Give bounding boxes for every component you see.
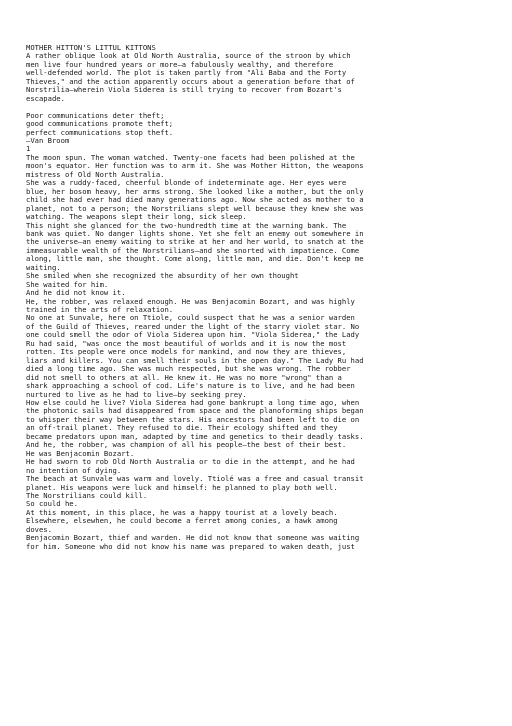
body-line: along, little man, she thought. Come along, little man, and die. Don't keep me — [26, 254, 364, 264]
body-line: No one at Sunvale, here on Ttiole, could suspect that he was a senior warden — [26, 313, 355, 323]
body-line: the universe—an enemy waiting to strike at her and her world, to snatch at the — [26, 237, 364, 247]
body-line: Benjacomin Bozart, thief and warden. He did not know that someone was waiting — [26, 533, 360, 543]
chapter-number: 1 — [26, 144, 31, 154]
body-line: immeasurable wealth of the Norstrilians—and she snorted with impatience. Come — [26, 245, 360, 255]
body-line: She was a ruddy-faced, cheerful blonde of indeterminate age. Her eyes were — [26, 178, 347, 188]
body-line: bank was quiet. No danger lights shone. Yet she felt an enemy out somewhere in — [26, 228, 364, 238]
body-line: to whisper their way between the stars. His ancestors had been left to die on — [26, 414, 360, 424]
body-line: This night she glanced for the two-hundredth time at the warning bank. The — [26, 220, 347, 230]
body-line: blue, her bosom heavy, her arms strong. She looked like a mother, but the only — [26, 186, 364, 196]
body-line: He was Benjacomin Bozart. — [26, 448, 135, 458]
body-line: liars and killers. You can smell their souls in the open day." The Lady Ru had — [26, 355, 364, 365]
body-line: no intention of dying. — [26, 465, 122, 475]
intro-line: A rather oblique look at Old North Australia, source of the stroon by which — [26, 51, 351, 61]
epigraph-line: perfect communications stop theft. — [26, 127, 174, 137]
body-line: waiting. — [26, 262, 61, 272]
body-line: trained in the arts of relaxation. — [26, 305, 174, 315]
body-line: She waited for him. — [26, 279, 109, 289]
intro-line: escapade. — [26, 93, 65, 103]
body-line: watching. The weapons slept their long, sick sleep. — [26, 212, 247, 222]
body-line: doves. — [26, 524, 52, 534]
intro-line: well-defended world. The plot is taken partly from "Ali Baba and the Forty — [26, 68, 347, 78]
body-line: child she had ever had died many generations ago. Now she acted as mother to a — [26, 195, 364, 205]
epigraph-line: good communications promote theft; — [26, 119, 174, 129]
body-line: died a long time ago. She was much respected, but she was wrong. The robber — [26, 364, 351, 374]
body-line: He had sworn to rob Old North Australia or to die in the attempt, and he had — [26, 457, 355, 467]
body-line: So could he. — [26, 499, 78, 509]
body-line: planet. His weapons were luck and himself: he planned to play both well. — [26, 482, 338, 492]
epigraph — [26, 112, 502, 146]
intro-paragraph — [26, 52, 502, 103]
intro-line: men live four hundred years or more—a fabulously wealthy, and therefore — [26, 59, 334, 69]
body-line: The moon spun. The woman watched. Twenty-one facets had been polished at the — [26, 152, 355, 162]
body-line: The Norstrilians could kill. — [26, 491, 148, 500]
intro-line: Norstrilia—wherein Viola Siderea is still trying to recover from Bozart's — [26, 85, 342, 95]
story-title: MOTHER HITTON'S LITTUL KITTONS — [26, 43, 156, 52]
body-line: Ru had said, "was once the most beautiful of worlds and it is now the most — [26, 338, 347, 348]
body-line: planet, not to a person; the Norstrilians slept well because they knew she was — [26, 203, 364, 213]
body-line: of the Guild of Thieves, reared under the light of the starry violet star. No — [26, 321, 360, 331]
body-line: nurtured to live as he had to live—by seeking prey. — [26, 389, 247, 399]
body-line: moon's equator. Her function was to arm it. She was Mother Hitton, the weapons — [26, 161, 364, 171]
body-line: one could smell the odor of Viola Siderea upon him. "Viola Siderea," the Lady — [26, 330, 360, 340]
body-line: shark approaching a school of cod. Life's nature is to live, and he had been — [26, 381, 355, 391]
body-line: The beach at Sunvale was warm and lovely. Ttiolé was a free and casual transit — [26, 474, 364, 484]
intro-line: Thieves," and the action apparently occurs about a generation before that of — [26, 76, 355, 86]
body-line: And he did not know it. — [26, 288, 126, 298]
body-line: She smiled when she recognized the absurdity of her own thought — [26, 271, 299, 281]
body-line: an off-trail planet. They refused to die. Their ecology shifted and they — [26, 423, 338, 433]
body-line: At this moment, in this place, he was a happy tourist at a lovely beach. — [26, 507, 338, 517]
body-line: became predators upon man, adapted by time and genetics to their deadly tasks. — [26, 431, 364, 441]
body-line: for him. Someone who did not know his name was prepared to waken death, just — [26, 541, 355, 551]
story-body — [26, 154, 502, 551]
body-line: did not smell to others at all. He knew it. He was no more "wrong" than a — [26, 372, 342, 382]
epigraph-line: Poor communications deter theft; — [26, 110, 165, 120]
body-line: Elsewhere, elsewhen, he could become a ferret among conies, a hawk among — [26, 516, 338, 526]
body-line: mistress of Old North Australia. — [26, 169, 165, 179]
body-line: the photonic sails had disappeared from space and the planoforming ships began — [26, 406, 364, 416]
body-line: rotten. Its people were once models for mankind, and now they are thieves, — [26, 347, 347, 357]
body-line: How else could he live? Viola Siderea had gone bankrupt a long time ago, when — [26, 398, 360, 408]
body-line: And he, the robber, was champion of all his people—the best of their best. — [26, 440, 347, 450]
body-line: He, the robber, was relaxed enough. He was Benjacomin Bozart, and was highly — [26, 296, 355, 306]
epigraph-line: —Van Broom — [26, 135, 70, 145]
